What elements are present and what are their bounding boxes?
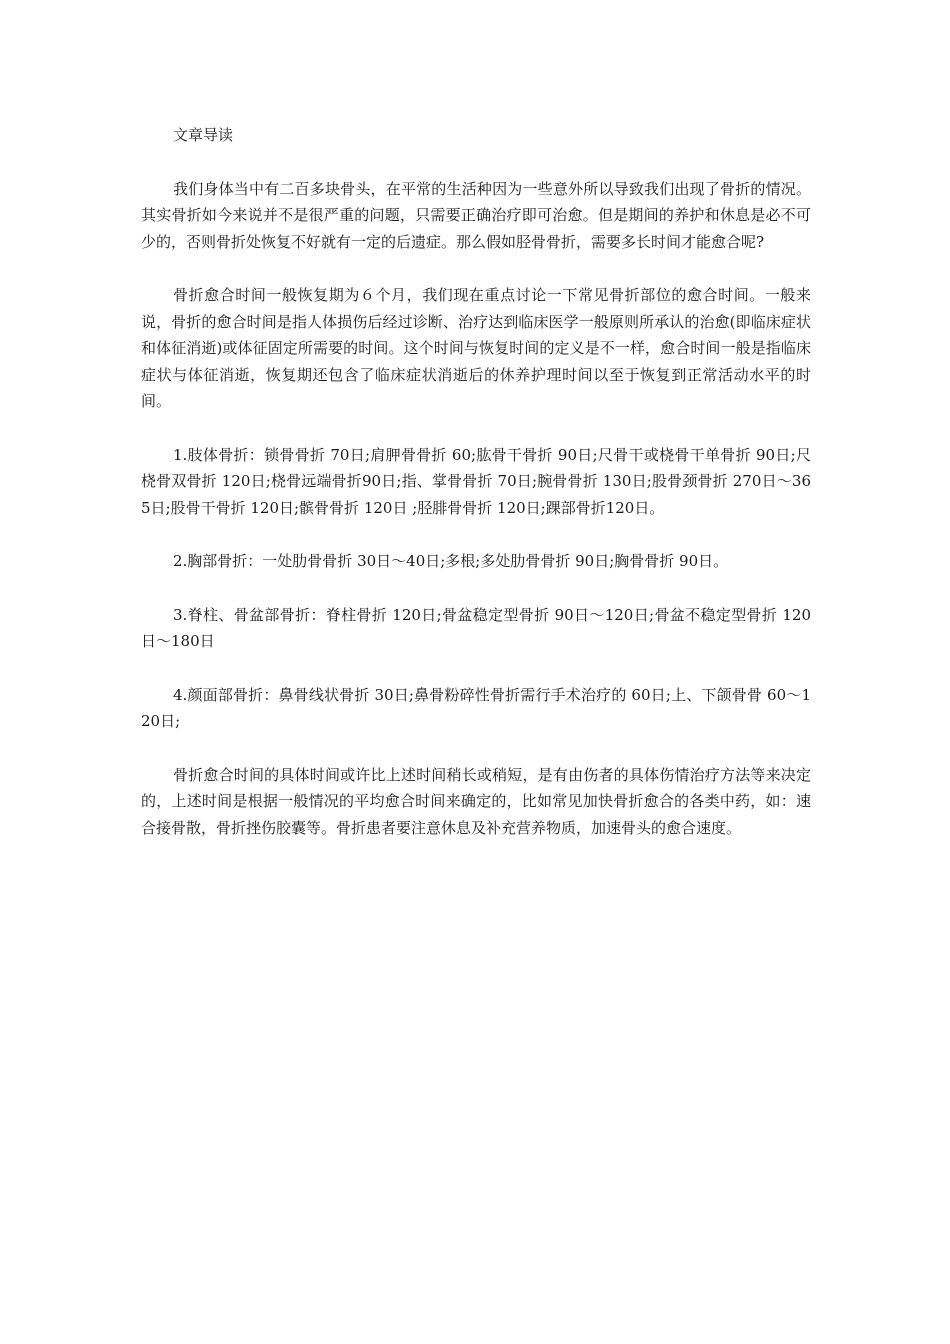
facial-fracture-paragraph: 4.颜面部骨折：鼻骨线状骨折 30日;鼻骨粉碎性骨折需行手术治疗的 60日;上、下颌骨骨 60～120日; (141, 685, 811, 730)
spine-pelvis-fracture-paragraph: 3.脊柱、骨盆部骨折：脊柱骨折 120日;骨盆稳定型骨折 90日～120日;骨盆不稳定型骨折 120日～180日 (141, 605, 811, 650)
article-intro-heading: 文章导读 (173, 126, 234, 144)
intro-paragraph: 我们身体当中有二百多块骨头，在平常的生活种因为一些意外所以导致我们出现了骨折的情况。其实骨折如今来说并不是很严重的问题，只需要正确治疗即可治愈。但是期间的养护和休息是必不可少的，否则骨折处恢复不好就有一定的后遗症。那么假如胫骨骨折，需要多长时间才能愈合呢? (141, 179, 811, 251)
conclusion-paragraph: 骨折愈合时间的具体时间或许比上述时间稍长或稍短，是有由伤者的具体伤情治疗方法等来决定的，上述时间是根据一般情况的平均愈合时间来确定的，比如常见加快骨折愈合的各类中药，如：速合接骨散，骨折挫伤胶囊等。骨折患者要注意休息及补充营养物质，加速骨头的愈合速度。 (141, 765, 811, 837)
document-page (141, 122, 811, 868)
limb-fracture-paragraph: 1.肢体骨折：锁骨骨折 70日;肩胛骨骨折 60;肱骨干骨折 90日;尺骨干或桡骨干单骨折 90日;尺桡骨双骨折 120日;桡骨远端骨折90日;指、掌骨骨折 70日;腕骨骨折 130日;股骨颈骨折 270日～365日;股骨干骨折 120日;髌骨骨折 120日 ;胫腓骨骨折 120日;踝部骨折120日。 (141, 445, 811, 517)
healing-time-paragraph: 骨折愈合时间一般恢复期为６个月，我们现在重点讨论一下常见骨折部位的愈合时间。一般来说，骨折的愈合时间是指人体损伤后经过诊断、治疗达到临床医学一般原则所承认的治愈(即临床症状和体征消逝)或体征固定所需要的时间。这个时间与恢复时间的定义是不一样，愈合时间一般是指临床症状与体征消逝，恢复期还包含了临床症状消逝后的休养护理时间以至于恢复到正常活动水平的时间。 (141, 286, 811, 410)
chest-fracture-paragraph: 2.胸部骨折：一处肋骨骨折 30日～40日;多根;多处肋骨骨折 90日;胸骨骨折 90日。 (173, 552, 729, 570)
